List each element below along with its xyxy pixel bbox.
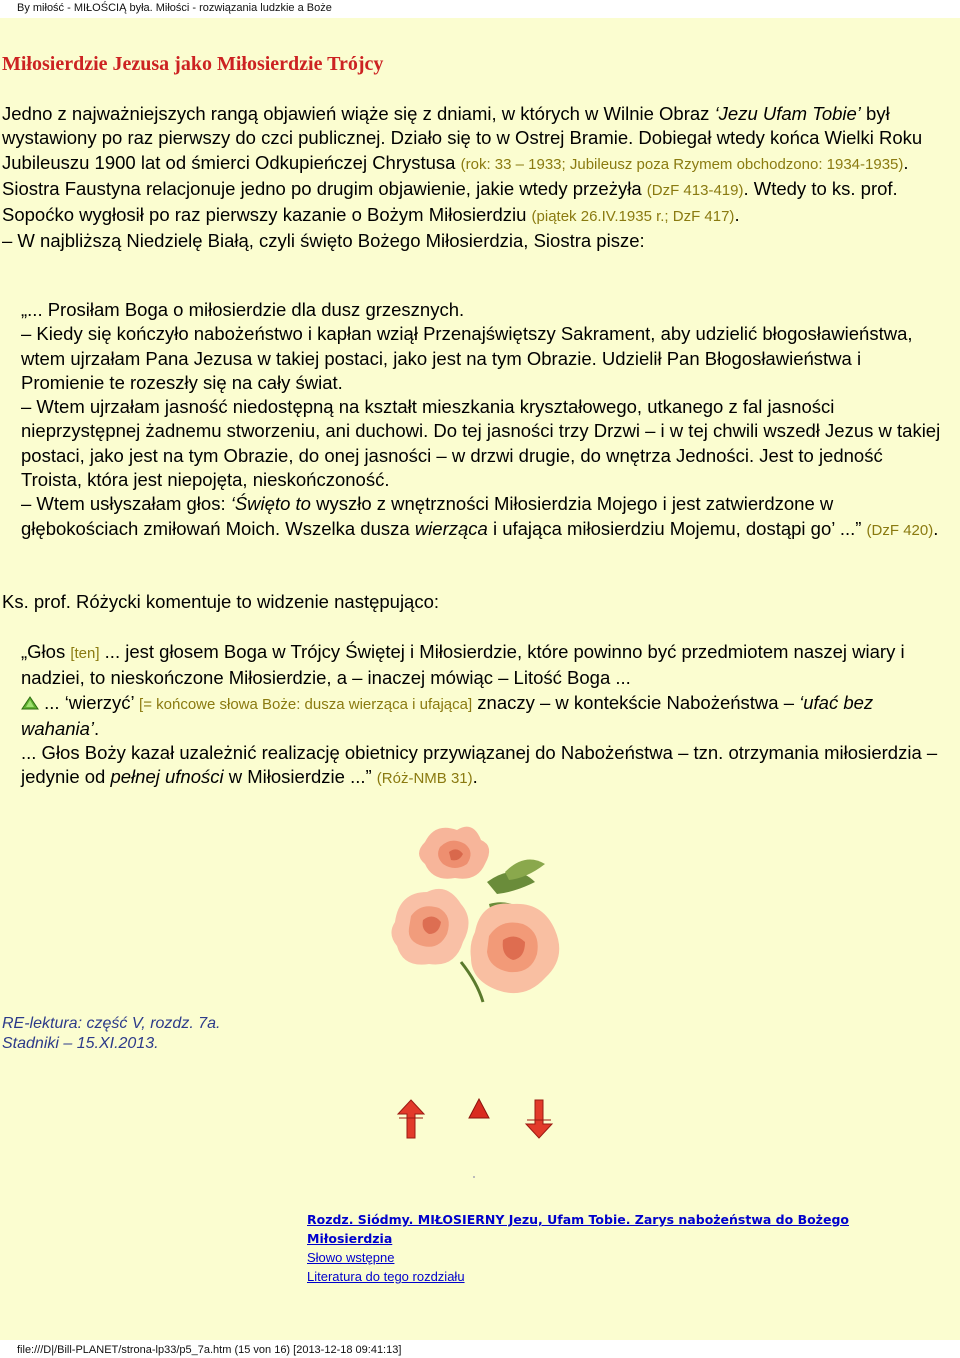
quote-text: w Miłosierdzie ...” — [223, 766, 377, 788]
intro-text: był wystawiony po raz pierwszy do czci publicznej. Działo się to w Ostrej Bramie. Dobiegał wtedy końca Wielki Roku Jubileuszu 1900 lat od śmierci Odkupieńczej Chrystusa — [2, 103, 923, 173]
quote-text: znaczy – w kontekście Nabożeństwa – — [472, 691, 800, 713]
separator-dot — [473, 1176, 475, 1178]
rose-top — [419, 827, 489, 879]
reference: (Róż-NMB 31) — [376, 770, 473, 788]
quote-paragraph — [21, 492, 947, 543]
print-header: By miłość - MIŁOŚCIĄ była. Miłości - rozwiązania ludzkie a Boże — [17, 2, 332, 14]
literature-link[interactable]: Literatura do tego rozdziału — [307, 1269, 465, 1284]
chapter-link[interactable]: Rozdz. Siódmy. MIŁOSIERNY Jezu, Ufam Tobie. Zarys nabożeństwa do Bożego Miłosierdzia — [307, 1212, 849, 1246]
commentary-intro: Ks. prof. Różycki komentuje to widzenie następująco: — [2, 591, 440, 612]
page-title: Miłosierdzie Jezusa jako Miłosierdzie Trójcy — [2, 53, 384, 75]
quote-italic: pełnej ufności — [110, 766, 224, 788]
intro-text: . — [734, 204, 740, 226]
reference: [= końcowe słowa Boże: dusza wierząca i ufająca] — [139, 695, 473, 713]
quote-text: wyszło z wnętrzności Miłosierdzia Mojego i jest zatwierdzone w głębokościach zmiłowań Moich. Wszelka dusza — [21, 493, 834, 539]
intro-link[interactable]: Słowo wstępne — [307, 1250, 395, 1265]
quote-text: ... Głos Boży kazał uzależnić realizację obietnicy przywiązanej do Nabożeństwa – tzn. otrzymania miłosierdzia – jedynie od — [21, 742, 938, 788]
print-footer: file:///D|/Bill-PLANET/strona-lp33/p5_7a.htm (15 von 16) [2013-12-18 09:41:13] — [17, 1344, 402, 1356]
rose-right — [471, 904, 560, 994]
signature-line: RE-lektura: część V, rozdz. 7a. — [2, 1015, 221, 1032]
rozycki-quote — [21, 640, 947, 792]
quote-paragraph: – Wtem ujrzałam jasność niedostępną na kształt mieszkania kryształowego, utkanego z fal jasności nieprzystępnej żadnemu stworzeniu, ani duchowi. Do tej jasności trzy Drzwi – i w tej chwili wszedł Jezus w takiej postaci, jako jest na tym Obrazie, do onej jasności – w drzwi drugie, do wnętrza Jedności. Jest to jedność Troista, która jest niepojęta, nieskończoność. — [21, 396, 941, 491]
arrow-down-icon[interactable] — [522, 1098, 556, 1140]
quote-text: ... ‘wierzyć’ — [39, 691, 140, 713]
signature — [2, 1014, 220, 1054]
reference: (rok: 33 – 1933; Jubileusz poza Rzymem obchodzono: 1934-1935) — [460, 155, 904, 173]
quote-text: . — [933, 517, 939, 539]
arrow-up-icon[interactable] — [394, 1098, 428, 1140]
navigation-icons — [394, 1098, 564, 1144]
intro-image-title: ‘Jezu Ufam Tobie’ — [714, 103, 861, 124]
quote-text: . — [94, 717, 100, 739]
quote-text: „Głos — [21, 641, 71, 662]
quote-text: . — [472, 766, 478, 788]
quote-text: – Wtem usłyszałam głos: — [21, 493, 231, 515]
intro-text: . Siostra Faustyna relacjonuje jedno po drugim objawienie, jakie wtedy przeżyła — [2, 151, 909, 199]
reference: (DzF 420) — [866, 521, 934, 539]
signature-line: Stadniki – 15.XI.2013. — [2, 1035, 159, 1052]
green-triangle-icon — [21, 696, 39, 710]
quote-paragraph: – Kiedy się kończyło nabożeństwo i kapłan wziął Przenajświętszy Sakrament, aby udzielić błogosławieństwa, wtem ujrzałam Pana Jezusa w takiej postaci, jako jest na tym Obrazie. Udzielił Pan Błogosławieństwa i Promienie te rozeszły się na cały świat. — [21, 323, 913, 393]
quote-italic: ‘Święto to — [230, 493, 311, 515]
quote-paragraph: „... Prosiłam Boga o miłosierdzie dla dusz grzesznych. — [21, 299, 465, 320]
intro-text: Jedno z najważniejszych rangą objawień wiąże się z dniami, w których w Wilnie Obraz — [2, 103, 715, 124]
intro-text: – W najbliższą Niedzielę Białą, czyli święto Bożego Miłosierdzia, Siostra pisze: — [2, 230, 645, 252]
quote-italic: ‘ufać bez wahania’ — [21, 691, 874, 739]
roses-image — [385, 812, 575, 1012]
quote-paragraph — [21, 691, 947, 742]
intro-text: . Wtedy to ks. prof. Sopoćko wygłosił po raz pierwszy kazanie o Bożym Miłosierdziu — [2, 177, 898, 226]
faustyna-quote — [21, 298, 947, 543]
intro-paragraph — [2, 102, 947, 254]
rose-left — [391, 889, 468, 965]
triangle-up-icon[interactable] — [468, 1098, 490, 1120]
reference: [ten] — [70, 645, 100, 662]
quote-italic: wierząca — [414, 517, 488, 539]
quote-text: ... jest głosem Boga w Trójcy Świętej i Miłosierdzie, które powinno być przedmiotem naszej wiary i nadziei, to nieskończone Miłosierdzie, a – inaczej mówiąc – Litość Boga ... — [21, 641, 905, 689]
quote-text: i ufająca miłosierdziu Mojemu, dostąpi go’ ...” — [487, 517, 867, 539]
chapter-links — [307, 1210, 907, 1286]
reference: (DzF 413-419) — [646, 181, 744, 199]
reference: (piątek 26.IV.1935 r.; DzF 417) — [531, 208, 735, 226]
quote-paragraph — [21, 640, 947, 691]
quote-paragraph — [21, 741, 947, 792]
